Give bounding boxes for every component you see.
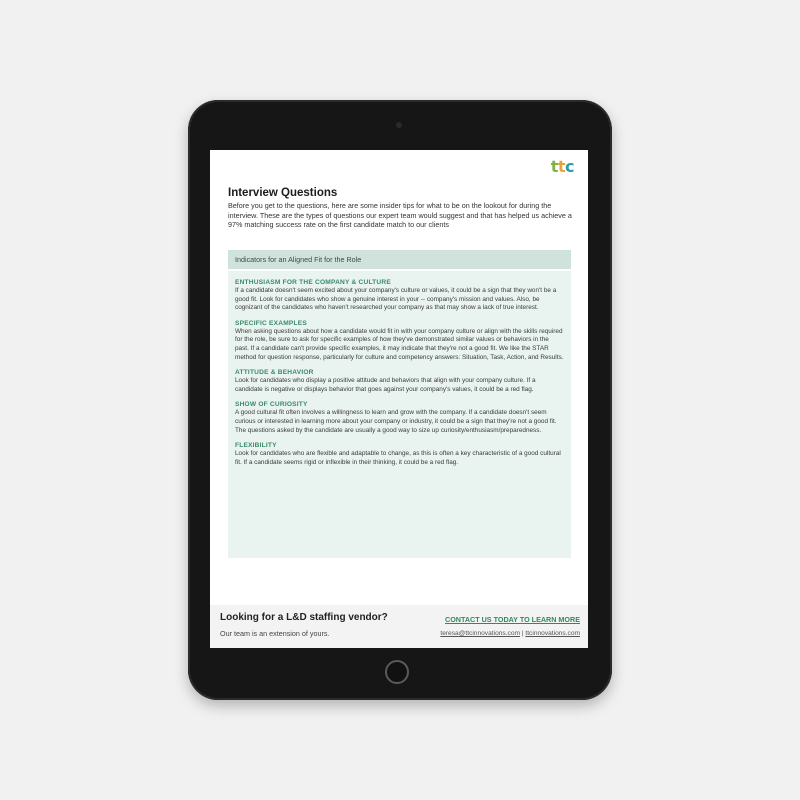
camera-icon [396,122,402,128]
section-title: ENTHUSIASM FOR THE COMPANY & CULTURE [235,279,391,286]
logo-letter: c [565,157,574,176]
section-body: Look for candidates who are flexible and adaptable to change, as this is often a key characteristic of a good cultural fit. If a candidate seems rigid or inflexible in their thinking, it could be a red flag. [235,450,561,466]
document-page [210,150,588,648]
indicators-box [228,271,571,558]
website-link[interactable]: ttcinnovations.com [525,630,580,637]
home-button[interactable] [385,660,409,684]
section-body: When asking questions about how a candidate would fit in with your company culture or align with the skills required for the role, be sure to ask for specific examples of how they've demonstrated similar values or behaviors in the past. If a candidate can't provide specific examples, it may indicate that they're not a good fit. We like the STAR method for question response, particularly for culture and competency answers: Situation, Task, Action, and Results. [235,327,564,361]
indicators-header: Indicators for an Aligned Fit for the Role [228,250,571,269]
section-enthusiasm [235,279,564,313]
ttc-logo [551,157,574,176]
section-title: ATTITUDE & BEHAVIOR [235,369,314,377]
section-title: SPECIFIC EXAMPLES [235,319,307,327]
footer-heading: Looking for a L&D staffing vendor? [220,612,388,623]
section-attitude [235,369,564,394]
logo-letter: t [550,157,558,176]
tablet-frame [188,100,612,700]
section-flexibility [235,442,564,467]
intro-paragraph: Before you get to the questions, here are some insider tips for what to be on the lookout for during the interview. These are the types of questions our expert team would suggest and that has helped us achieve a 97% matching success rate on the first candidate match to our clients [228,201,572,230]
logo-letter: t [557,157,566,176]
section-specific-examples [235,320,564,362]
section-title: FLEXIBILITY [235,442,277,450]
page-title: Interview Questions [228,187,338,199]
section-body: If a candidate doesn't seem excited about your company's culture or values, it could be a sign that they won't be a good fit. Look for candidates who show a genuine interest in your -- company's mission and values. Also, be cognizant of the candidates who haven't researched your company as that may show a lack of true interest. [235,287,557,312]
footer-subheading: Our team is an extension of yours. [220,629,330,638]
section-title: SHOW OF CURIOSITY [235,401,308,409]
section-body: Look for candidates who display a positive attitude and behaviors that align with your company culture. If a candidate is negative or displays behavior that goes against your company's values, it could be a red flag. [235,377,536,393]
contact-info [440,630,580,637]
contact-cta-link[interactable]: CONTACT US TODAY TO LEARN MORE [445,615,580,624]
section-curiosity [235,401,564,435]
section-body: A good cultural fit often involves a willingness to learn and grow with the company. If a candidate doesn't seem curious or interested in learning more about your company or industry, it could be a sign that they're not a good fit. The questions asked by the candidate are usually a good way to size up curiosity/enthusiasm/preparedness. [235,409,557,434]
contact-separator: | [520,630,526,637]
email-link[interactable]: teresa@ttcinnovations.com [440,630,520,637]
footer-banner [210,605,588,648]
